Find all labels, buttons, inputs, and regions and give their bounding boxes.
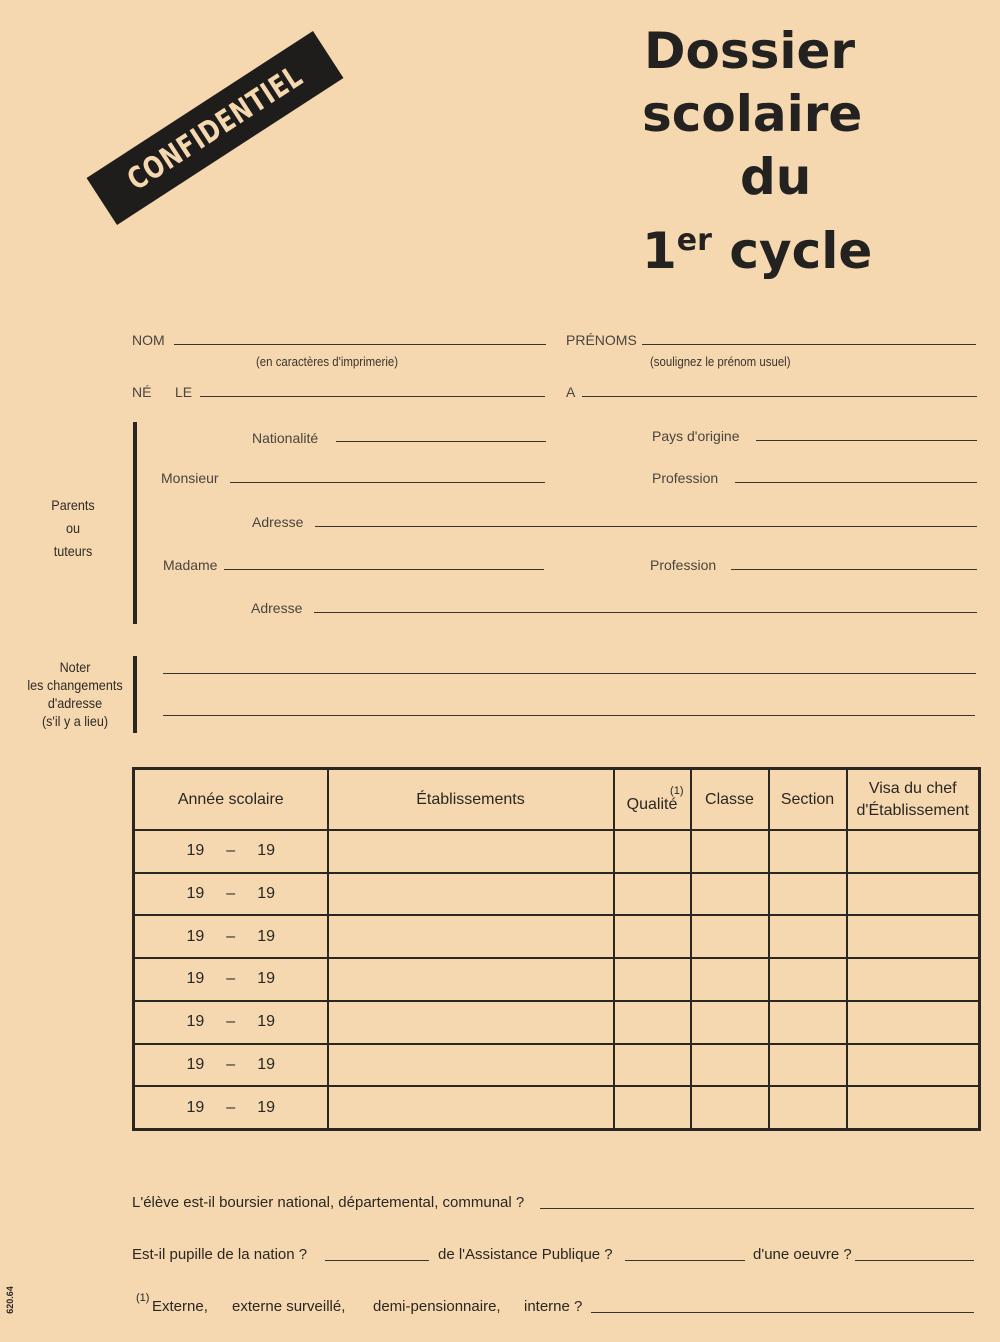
title-cycle-number: 1 — [642, 222, 677, 280]
visa-cell[interactable] — [847, 1086, 980, 1129]
annee-dash: – — [226, 1055, 236, 1073]
pupille-question: Est-il pupille de la nation ? — [132, 1246, 308, 1263]
pupille-field[interactable] — [325, 1260, 429, 1261]
changement-adresse-field-2[interactable] — [163, 715, 975, 716]
document-title — [640, 20, 910, 283]
a-label: A — [566, 384, 576, 400]
classe-cell[interactable] — [691, 830, 769, 873]
annee-dash: – — [226, 970, 236, 988]
title-cycle-sup: er — [676, 223, 712, 258]
adresse-mere-field[interactable] — [314, 612, 977, 613]
header-qualite-label: Qualité — [626, 795, 678, 813]
annee-end: 19 — [257, 1098, 275, 1116]
profession-pere-field[interactable] — [735, 482, 977, 483]
header-qualite-note: (1) — [670, 784, 684, 797]
annee-start: 19 — [186, 1055, 205, 1073]
section-cell[interactable] — [769, 830, 847, 873]
date-naissance-field[interactable] — [200, 396, 545, 397]
table-row — [134, 830, 980, 873]
prenoms-label: PRÉNOMS — [566, 332, 637, 348]
title-line-3: du — [740, 148, 812, 206]
pays-origine-label: Pays d'origine — [652, 428, 740, 444]
annee-start: 19 — [186, 885, 205, 903]
changements-bracket — [133, 656, 137, 733]
classe-cell[interactable] — [691, 873, 769, 916]
annee-end: 19 — [257, 927, 275, 945]
demi-pensionnaire-label: demi-pensionnaire, — [373, 1298, 501, 1315]
table-row — [134, 958, 980, 1001]
boursier-question: L'élève est-il boursier national, départemental, communal ? — [132, 1194, 525, 1211]
header-classe: Classe — [691, 769, 769, 831]
table-row — [134, 1086, 980, 1129]
changements-label-1: Noter — [59, 659, 91, 675]
changements-side-label — [26, 658, 125, 730]
externe-label: Externe, — [152, 1298, 208, 1315]
header-visa-line-2: d'Établissement — [856, 801, 969, 819]
table-row — [134, 1001, 980, 1044]
lieu-naissance-field[interactable] — [582, 396, 977, 397]
prenoms-field[interactable] — [642, 344, 976, 345]
annee-end: 19 — [257, 842, 275, 860]
section-cell[interactable] — [769, 915, 847, 958]
qualite-cell[interactable] — [614, 1044, 691, 1087]
externe-surveille-label: externe surveillé, — [232, 1298, 346, 1315]
classe-cell[interactable] — [691, 1001, 769, 1044]
annee-dash: – — [226, 885, 236, 903]
prenoms-hint: (soulignez le prénom usuel) — [650, 354, 791, 369]
header-visa-line-1: Visa du chef — [868, 779, 957, 797]
note-mark: (1) — [136, 1292, 150, 1304]
adresse-pere-label: Adresse — [252, 514, 304, 530]
table-row — [134, 1044, 980, 1087]
visa-cell[interactable] — [847, 873, 980, 916]
section-cell[interactable] — [769, 958, 847, 1001]
monsieur-field[interactable] — [230, 482, 545, 483]
school-history-table — [132, 767, 981, 1131]
regime-field[interactable] — [591, 1312, 974, 1313]
adresse-mere-label: Adresse — [251, 600, 303, 616]
annee-cell — [134, 1001, 328, 1044]
header-annee: Année scolaire — [134, 769, 328, 831]
madame-field[interactable] — [224, 569, 544, 570]
etablissement-cell[interactable] — [328, 1044, 614, 1087]
changement-adresse-field-1[interactable] — [163, 673, 976, 674]
etablissement-cell[interactable] — [328, 915, 614, 958]
annee-dash: – — [226, 1098, 236, 1116]
visa-cell[interactable] — [847, 1044, 980, 1087]
qualite-cell[interactable] — [614, 1086, 691, 1129]
annee-cell — [134, 958, 328, 1001]
visa-cell[interactable] — [847, 958, 980, 1001]
annee-cell — [134, 873, 328, 916]
le-label: LE — [175, 384, 193, 400]
parents-bracket — [133, 422, 137, 624]
parents-side-label — [43, 494, 102, 563]
section-cell[interactable] — [769, 1044, 847, 1087]
annee-cell — [134, 1086, 328, 1129]
etablissement-cell[interactable] — [328, 1001, 614, 1044]
table-row — [134, 915, 980, 958]
annee-dash: – — [226, 927, 236, 945]
annee-start: 19 — [186, 970, 205, 988]
madame-label: Madame — [163, 557, 218, 573]
form-code: 620.64 — [4, 1286, 15, 1314]
profession-mere-field[interactable] — [731, 569, 977, 570]
qualite-cell[interactable] — [614, 1001, 691, 1044]
etablissement-cell[interactable] — [328, 830, 614, 873]
nom-label: NOM — [132, 332, 165, 348]
qualite-cell[interactable] — [614, 915, 691, 958]
annee-end: 19 — [257, 1013, 275, 1031]
assistance-field[interactable] — [625, 1260, 745, 1261]
header-visa — [847, 769, 980, 831]
annee-cell — [134, 1044, 328, 1087]
changements-label-4: (s'il y a lieu) — [41, 713, 109, 729]
classe-cell[interactable] — [691, 1044, 769, 1087]
profession-mere-label: Profession — [650, 557, 717, 573]
pays-origine-field[interactable] — [756, 440, 977, 441]
section-cell[interactable] — [769, 1001, 847, 1044]
title-line-4 — [640, 209, 910, 283]
confidential-stamp — [87, 31, 344, 225]
annee-start: 19 — [186, 927, 205, 945]
monsieur-label: Monsieur — [161, 470, 219, 486]
header-qualite — [614, 769, 691, 831]
visa-cell[interactable] — [847, 915, 980, 958]
parents-label-3: tuteurs — [53, 543, 93, 559]
annee-dash: – — [226, 842, 236, 860]
etablissement-cell[interactable] — [328, 958, 614, 1001]
annee-cell — [134, 915, 328, 958]
qualite-cell[interactable] — [614, 873, 691, 916]
annee-end: 19 — [257, 1055, 275, 1073]
stamp-text: CONFIDENTIEL — [121, 58, 309, 198]
parents-label-1: Parents — [51, 497, 95, 513]
qualite-cell[interactable] — [614, 830, 691, 873]
annee-end: 19 — [257, 885, 275, 903]
section-cell[interactable] — [769, 1086, 847, 1129]
changements-label-2: les changements — [27, 677, 123, 693]
title-cycle-word: cycle — [711, 222, 873, 280]
etablissement-cell[interactable] — [328, 1086, 614, 1129]
table-header-row — [134, 769, 980, 831]
annee-start: 19 — [186, 1098, 205, 1116]
annee-cell — [134, 830, 328, 873]
annee-end: 19 — [257, 970, 275, 988]
nom-field[interactable] — [174, 344, 546, 345]
adresse-pere-field[interactable] — [315, 526, 977, 527]
qualite-cell[interactable] — [614, 958, 691, 1001]
annee-start: 19 — [186, 842, 205, 860]
interne-label: interne ? — [524, 1298, 583, 1315]
annee-dash: – — [226, 1013, 236, 1031]
classe-cell[interactable] — [691, 958, 769, 1001]
section-cell[interactable] — [769, 873, 847, 916]
oeuvre-question: d'une oeuvre ? — [753, 1246, 852, 1263]
header-section: Section — [769, 769, 847, 831]
table-row — [134, 873, 980, 916]
classe-cell[interactable] — [691, 915, 769, 958]
annee-start: 19 — [186, 1013, 205, 1031]
etablissement-cell[interactable] — [328, 873, 614, 916]
nationalite-label: Nationalité — [252, 430, 319, 446]
assistance-question: de l'Assistance Publique ? — [438, 1246, 613, 1263]
classe-cell[interactable] — [691, 1086, 769, 1129]
ne-label: NÉ — [132, 384, 152, 400]
title-line-2: scolaire — [642, 85, 863, 143]
header-etablissements: Établissements — [328, 769, 614, 831]
nom-hint: (en caractères d'imprimerie) — [256, 354, 399, 369]
oeuvre-field[interactable] — [855, 1260, 974, 1261]
changements-label-3: d'adresse — [47, 695, 103, 711]
boursier-field[interactable] — [540, 1208, 974, 1209]
title-line-1: Dossier — [644, 22, 856, 80]
parents-label-2: ou — [65, 520, 81, 536]
profession-pere-label: Profession — [652, 470, 719, 486]
visa-cell[interactable] — [847, 830, 980, 873]
visa-cell[interactable] — [847, 1001, 980, 1044]
nationalite-field[interactable] — [336, 441, 546, 442]
